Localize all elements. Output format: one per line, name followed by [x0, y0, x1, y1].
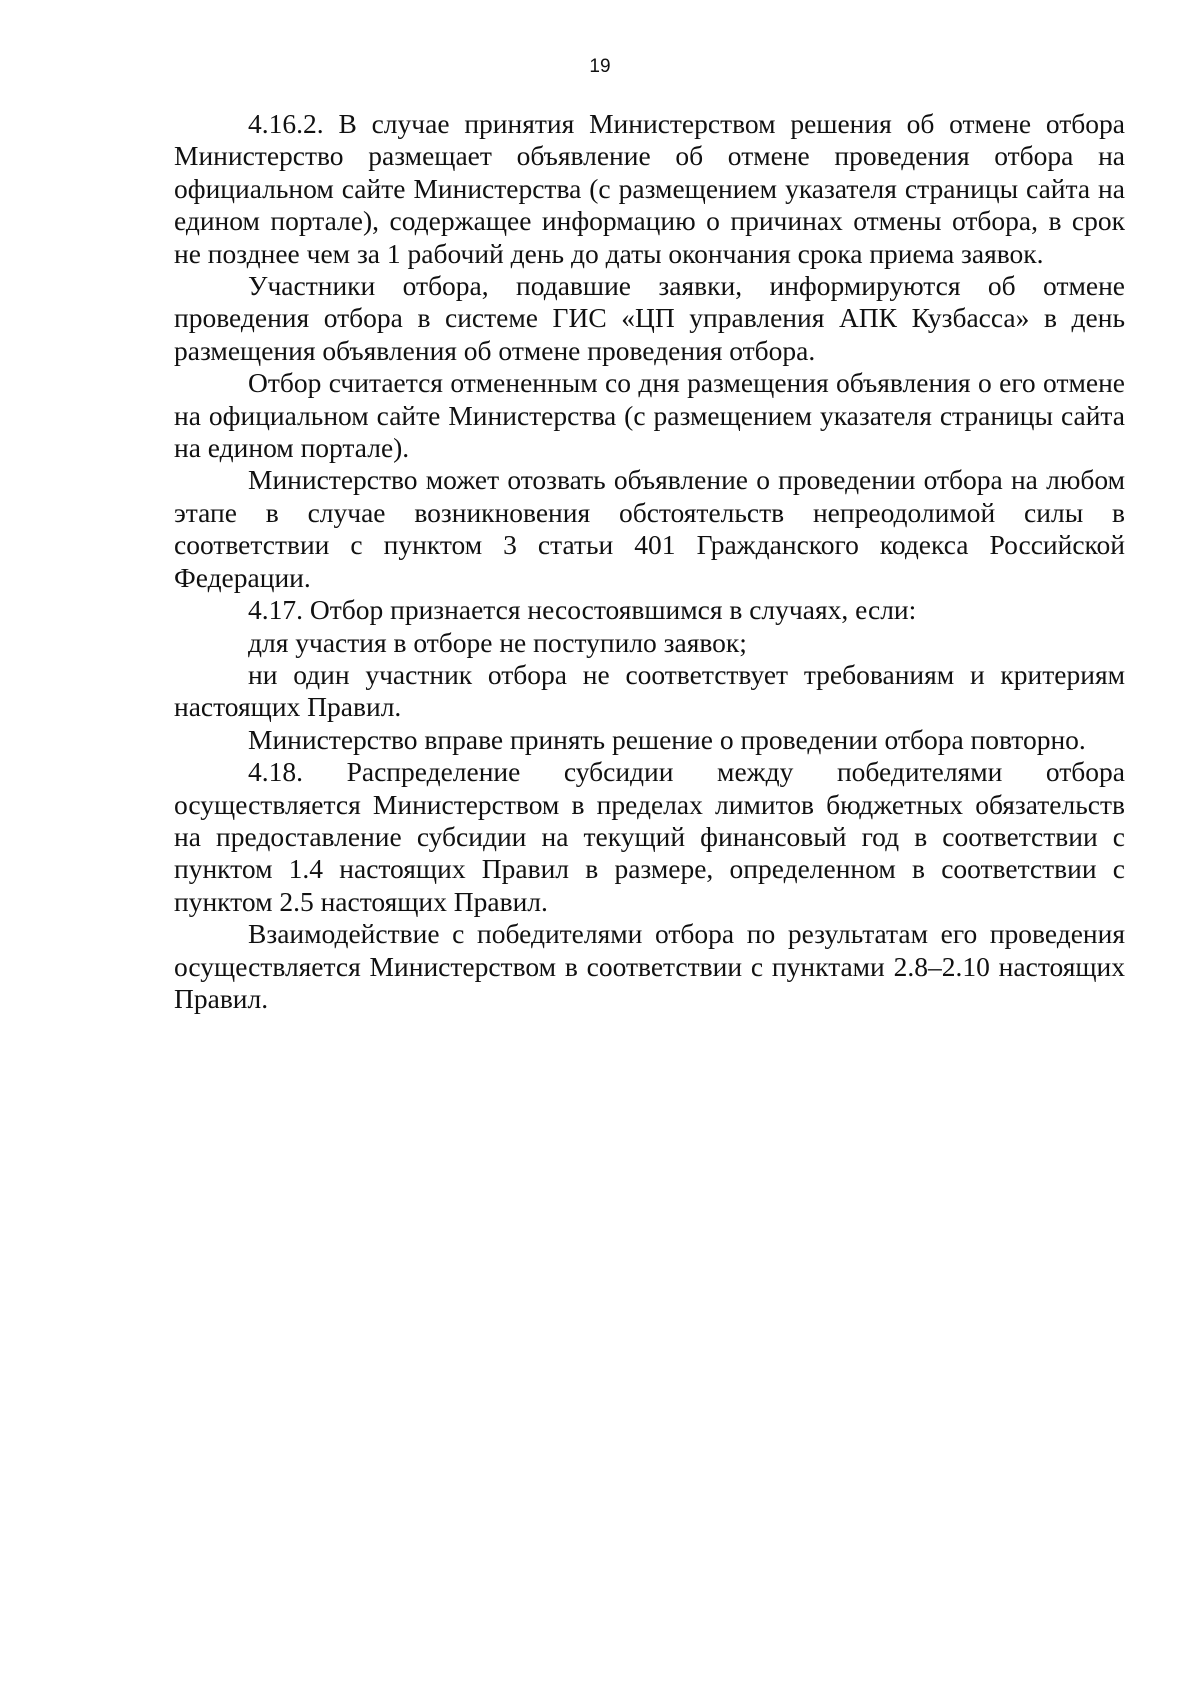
paragraph-repeat-selection: Министерство вправе принять решение о проведении отбора повторно. [248, 723, 1086, 755]
document-body [174, 108, 1125, 1015]
paragraph-no-compliance: ни один участник отбора не соответствует требованиям и критериям настоящих Правил. [174, 658, 1125, 723]
paragraph-force-majeure: Министерство может отозвать объявление о проведении отбора на любом этапе в случае возникновения обстоятельств непреодолимой силы в соответствии с пунктом 3 статьи 401 Гражданского кодекса Российской Федерации. [174, 464, 1125, 593]
paragraph-interaction-winners: Взаимодействие с победителями отбора по результатам его проведения осуществляется Министерством в соответствии с пунктами 2.8–2.10 настоящих Правил. [174, 918, 1125, 1014]
paragraph-no-applications: для участия в отборе не поступило заявок; [248, 626, 747, 658]
paragraph-4-17: 4.17. Отбор признается несостоявшимся в случаях, если: [248, 594, 917, 626]
page-number: 19 [589, 56, 611, 77]
paragraph-cancellation-date: Отбор считается отмененным со дня размещения объявления о его отмене на официальном сайте Министерства (с размещением указателя страницы сайта на едином портале). [174, 367, 1125, 464]
paragraph-participants-notice: Участники отбора, подавшие заявки, информируются об отмене проведения отбора в системе ГИС «ЦП управления АПК Кузбасса» в день размещения объявления об отмене проведения отбора. [174, 270, 1125, 366]
paragraph-4-18: 4.18. Распределение субсидии между победителями отбора осуществляется Министерством в пределах лимитов бюджетных обязательств на предоставление субсидии на текущий финансовый год в соответствии с пунктом 1.4 настоящих Правил в размере, определенном в соответствии с пунктом 2.5 настоящих Правил. [174, 756, 1125, 917]
paragraph-4-16-2: 4.16.2. В случае принятия Министерством решения об отмене отбора Министерство размещает объявление об отмене проведения отбора на официальном сайте Министерства (с размещением указателя страницы сайта на едином портале), содержащее информацию о причинах отмены отбора, в срок не позднее чем за 1 рабочий день до даты окончания срока приема заявок. [174, 108, 1125, 269]
